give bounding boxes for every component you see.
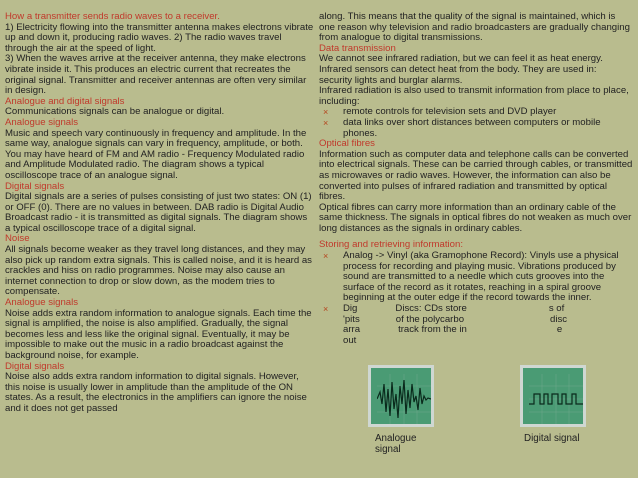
bullet-item: × remote controls for television sets and DVD player bbox=[323, 106, 557, 118]
paragraph: security lights and burglar alarms. bbox=[319, 74, 463, 86]
paragraph: All signals become weaker as they travel long distances, and they may also pick up random extra signals. This is called noise, and it is heard as crackles and hiss on radio programmes. Noise may also cause an internet connection to drop or slow down, as the modem tries to compensate. bbox=[5, 244, 312, 298]
paragraph: Noise also adds extra random information to digital signals. However, this noise is usually lower in amplitude than the amplitude of the ON states. As a result, the electronics in the amplifiers can ignore the noise and it does not get passed bbox=[5, 371, 307, 414]
paragraph: 3) When the waves arrive at the receiver antenna, they make electrons vibrate inside it. This produces an electric current that recreates the original signal. Transmitter and receiver antennas are often very similar in design. bbox=[5, 53, 307, 97]
cross-bullet-icon: × bbox=[323, 107, 329, 118]
bullet-continuation: out bbox=[343, 334, 357, 346]
bullet-item-partial: × Dig Discs: CDs store s of bbox=[323, 303, 565, 315]
bullet-item: × Analog -> Vinyl (aka Gramophone Record): Vinyls use a physical process for recording and playing music. Vibrations produced by sound are transmitted to a needle which cuts grooves into the surface of the record as it rotates, reaching in a spiral groove beginning at the outer edge if the record towards the inner. bbox=[323, 250, 619, 304]
heading-analogue-digital: Analogue and digital signals bbox=[5, 95, 125, 107]
analogue-oscilloscope-image bbox=[368, 365, 434, 427]
heading-noise-analogue: Analogue signals bbox=[5, 297, 79, 309]
left-column bbox=[5, 12, 315, 415]
heading-analogue-signals: Analogue signals bbox=[5, 116, 79, 128]
paragraph: Information such as computer data and telephone calls can be converted into electrical signals. These can be carried through cables, or transmitted as microwaves or radio waves. However, the information can also be converted into pulses of infrared radiation and transmitted by optical fibres. bbox=[319, 148, 633, 203]
analogue-caption: Analogue signal bbox=[375, 433, 417, 455]
right-column bbox=[319, 12, 633, 346]
paragraph: Infrared radiation is also used to transmit information from place to place, including: bbox=[319, 85, 629, 107]
heading-noise: Noise bbox=[5, 233, 30, 245]
heading-storing: Storing and retrieving information: bbox=[319, 239, 463, 251]
heading-data-transmission: Data transmission bbox=[319, 42, 396, 54]
cross-bullet-icon: × bbox=[323, 251, 329, 262]
bullet-item: × data links over short distances between computers or mobile phones. bbox=[323, 116, 601, 139]
paragraph: Noise adds extra random information to analogue signals. Each time the signal is amplified, the noise is also amplified. Gradually, the signal becomes less and less like the original signal. Eventually, it may be impossible to make out the music in a radio broadcast against the background noise, for example. bbox=[5, 307, 312, 361]
paragraph: Communications signals can be analogue or digital. bbox=[5, 106, 225, 118]
heading-transmitter: How a transmitter sends radio waves to a receiver. bbox=[5, 11, 220, 22]
bullet-continuation: 'pits of the polycarbo disc bbox=[343, 313, 568, 325]
paragraph: 1) Electricity flowing into the transmitter antenna makes electrons vibrate up and down it, producing radio waves. 2) The radio waves travel through the air at the speed of light. bbox=[5, 21, 314, 54]
heading-optical-fibres: Optical fibres bbox=[319, 138, 375, 150]
cross-bullet-icon: × bbox=[323, 304, 329, 315]
digital-caption: Digital signal bbox=[524, 433, 580, 444]
digital-waveform-icon bbox=[529, 374, 583, 424]
analogue-waveform-icon bbox=[377, 374, 431, 424]
paragraph: Optical fibres can carry more information than an ordinary cable of the same thickness. The signals in optical fibres do not weaken as much over long distances as the signals in ordinary cables. bbox=[319, 201, 632, 234]
heading-digital-signals: Digital signals bbox=[5, 180, 65, 192]
paragraph: along. This means that the quality of the signal is maintained, which is one reason why television and radio broadcasters are gradually changing from analogue to digital transmissions. bbox=[319, 11, 630, 44]
paragraph: We cannot see infrared radiation, but we can feel it as heat energy. Infrared sensors can detect heat from the body. They are used in: bbox=[319, 53, 603, 75]
digital-oscilloscope-image bbox=[520, 365, 586, 427]
heading-noise-digital: Digital signals bbox=[5, 360, 65, 372]
cross-bullet-icon: × bbox=[323, 117, 329, 128]
paragraph: Music and speech vary continuously in frequency and amplitude. In the same way, analogue signals can vary in frequency, amplitude, or both. You may have heard of FM and AM radio - Frequency Modulated radio and Amplitude Modulated radio. The diagram shows a typical oscilloscope trace of an analogue signal. bbox=[5, 127, 307, 181]
bullet-continuation: arra track from the in e bbox=[343, 324, 563, 336]
paragraph: Digital signals are a series of pulses consisting of just two states: ON (1) or OFF (0). There are no values in between. DAB radio is Digital Audio Broadcast radio - it is transmitted as digital signals. The diagram shows a typical oscilloscope trace of a digital signal. bbox=[5, 191, 312, 234]
